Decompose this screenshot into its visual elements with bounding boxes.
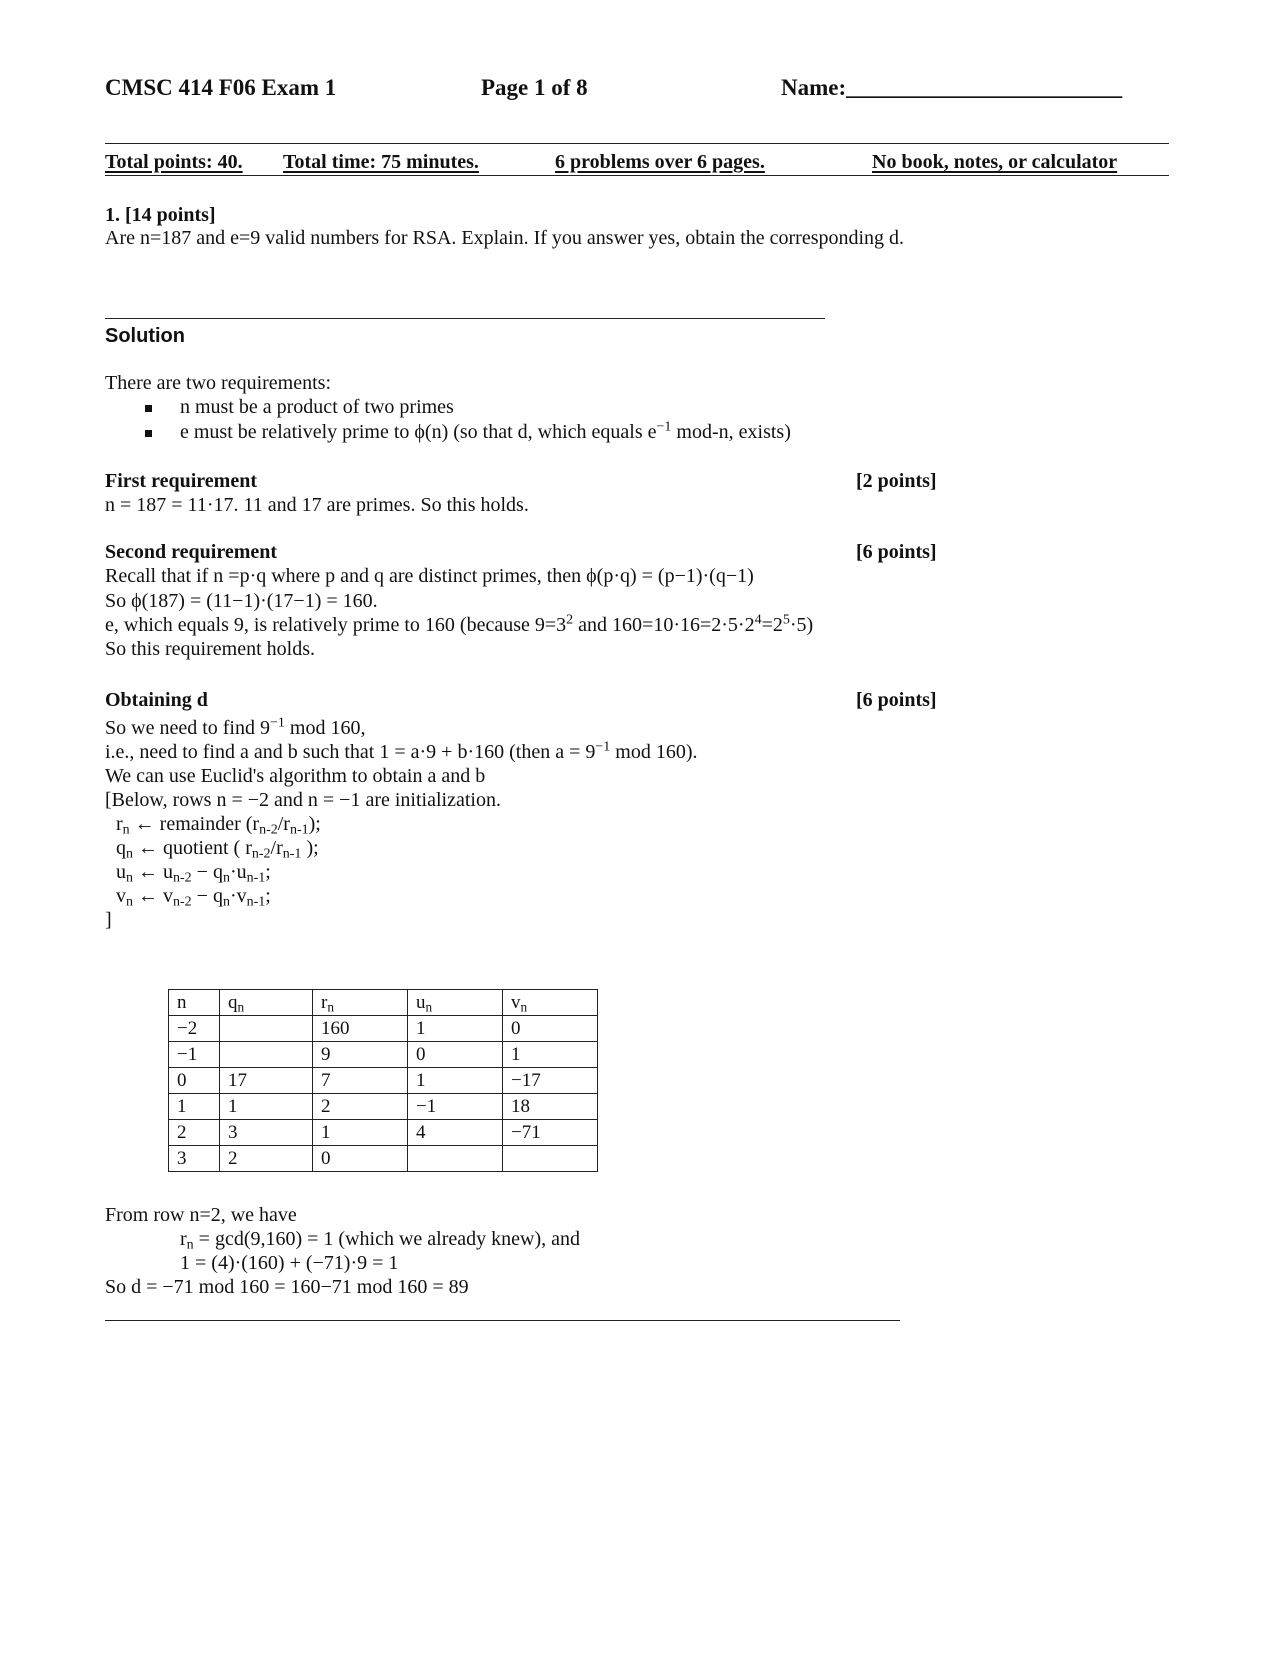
table-cell: 4	[408, 1120, 503, 1146]
requirement-2: e must be relatively prime to ϕ(n) (so that d, which equals $e^{-1}$ mod-n, exists)	[180, 419, 791, 443]
header-cell: $v_n$	[503, 990, 598, 1016]
obtaining-line: i.e., need to find a and b such that 1 = a·9 + b·160 (then $a = 9^{-1}$ mod 160).	[105, 739, 698, 763]
table-row	[169, 1016, 598, 1042]
table-cell	[220, 1016, 313, 1042]
table-cell: 2	[313, 1094, 408, 1120]
problem-count: 6 problems over 6 pages.	[555, 151, 765, 173]
algo-remainder: $r_n$ ← remainder $(r_{n-2}/r_{n-1})$;	[116, 813, 321, 838]
header-cell: $r_n$	[313, 990, 408, 1016]
second-requirement-line: e, which equals 9, is relatively prime to 160 (because $9=3^2$ and $160=10\cdot 16=2\cdot 5\cdot 2^4=2^5\cdot 5$)	[105, 612, 814, 636]
obtaining-d-points: [6 points]	[856, 689, 937, 711]
second-requirement-points: [6 points]	[856, 541, 937, 563]
second-requirement-line: Recall that if n =p·q where p and q are distinct primes, then ϕ(p·q) = (p−1)·(q−1)	[105, 565, 754, 587]
table-cell: 1	[408, 1016, 503, 1042]
second-requirement-heading: Second requirement	[105, 541, 278, 563]
header-cell: $u_n$	[408, 990, 503, 1016]
second-requirement-line: So ϕ(187) = (11−1)·(17−1) = 160.	[105, 590, 378, 612]
table-cell: 18	[503, 1094, 598, 1120]
end-rule	[105, 1320, 900, 1321]
table-cell: −1	[169, 1042, 220, 1068]
table-row	[169, 1146, 598, 1172]
euclid-table	[168, 989, 598, 1172]
table-row	[169, 1094, 598, 1120]
table-cell	[503, 1146, 598, 1172]
table-cell: 1	[220, 1094, 313, 1120]
requirements-intro: There are two requirements:	[105, 372, 332, 394]
algo-close-bracket: ]	[105, 909, 112, 931]
conclusion-line: $r_n = \gcd(9,160) = 1$ (which we already knew), and	[180, 1228, 580, 1253]
table-cell: 1	[313, 1120, 408, 1146]
bullet-icon	[145, 430, 152, 437]
table-row	[169, 1042, 598, 1068]
obtaining-line: So we need to find $9^{-1}$ mod 160,	[105, 715, 366, 739]
total-points: Total points: 40.	[105, 151, 243, 173]
course-title: CMSC 414 F06 Exam 1	[105, 75, 337, 100]
table-cell: 0	[313, 1146, 408, 1172]
table-cell: −2	[169, 1016, 220, 1042]
first-requirement-points: [2 points]	[856, 470, 937, 492]
table-cell: −1	[408, 1094, 503, 1120]
total-time: Total time: 75 minutes.	[283, 151, 479, 173]
problem-text: Are n=187 and e=9 valid numbers for RSA. Explain. If you answer yes, obtain the corresponding d.	[105, 227, 905, 249]
table-cell	[408, 1146, 503, 1172]
algo-u: $u_n$ ← $u_{n-2} - q_n\cdot u_{n-1}$;	[116, 861, 271, 886]
table-cell	[220, 1042, 313, 1068]
header-rule	[105, 143, 1169, 144]
table-cell: 1	[503, 1042, 598, 1068]
table-cell: −71	[503, 1120, 598, 1146]
obtaining-line: [Below, rows n = −2 and n = −1 are initialization.	[105, 789, 501, 811]
algo-quotient: $q_n$ ← quotient ( $r_{n-2}/r_{n-1}$ );	[116, 837, 319, 862]
table-cell: 17	[220, 1068, 313, 1094]
table-row	[169, 1120, 598, 1146]
table-cell: 9	[313, 1042, 408, 1068]
table-cell: 160	[313, 1016, 408, 1042]
table-cell: 2	[220, 1146, 313, 1172]
table-cell: 1	[408, 1068, 503, 1094]
table-cell: 0	[503, 1016, 598, 1042]
obtaining-d-heading: Obtaining d	[105, 689, 208, 711]
table-cell: 0	[169, 1068, 220, 1094]
conclusion-line: From row n=2, we have	[105, 1204, 297, 1226]
requirement-1: n must be a product of two primes	[180, 396, 454, 418]
table-cell: −17	[503, 1068, 598, 1094]
table-cell: 3	[169, 1146, 220, 1172]
problem-number: 1. [14 points]	[105, 204, 216, 226]
header-cell: $q_n$	[220, 990, 313, 1016]
table-row	[169, 1068, 598, 1094]
page-number: Page 1 of 8	[481, 75, 588, 100]
name-field[interactable]: Name:________________________	[781, 75, 1123, 100]
bullet-icon	[145, 405, 152, 412]
conclusion-line: 1 = (4)·(160) + (−71)·9 = 1	[180, 1252, 399, 1274]
table-cell: 1	[169, 1094, 220, 1120]
no-book-note: No book, notes, or calculator	[872, 151, 1118, 173]
obtaining-line: We can use Euclid's algorithm to obtain a and b	[105, 765, 486, 787]
algo-v: $v_n$ ← $v_{n-2} - q_n\cdot v_{n-1}$;	[116, 885, 271, 910]
second-requirement-line: So this requirement holds.	[105, 638, 315, 660]
solution-heading: Solution	[105, 325, 185, 347]
instructions-underline	[105, 175, 1169, 176]
first-requirement-text: n = 187 = 11·17. 11 and 17 are primes. So this holds.	[105, 494, 529, 516]
table-header-row	[169, 990, 598, 1016]
solution-rule	[105, 318, 825, 319]
table-cell: 3	[220, 1120, 313, 1146]
conclusion-answer: So d = −71 mod 160 = 160−71 mod 160 = 89	[105, 1276, 469, 1298]
table-cell: 2	[169, 1120, 220, 1146]
table-cell: 0	[408, 1042, 503, 1068]
header-cell: n	[169, 990, 220, 1016]
table-cell: 7	[313, 1068, 408, 1094]
first-requirement-heading: First requirement	[105, 470, 258, 492]
